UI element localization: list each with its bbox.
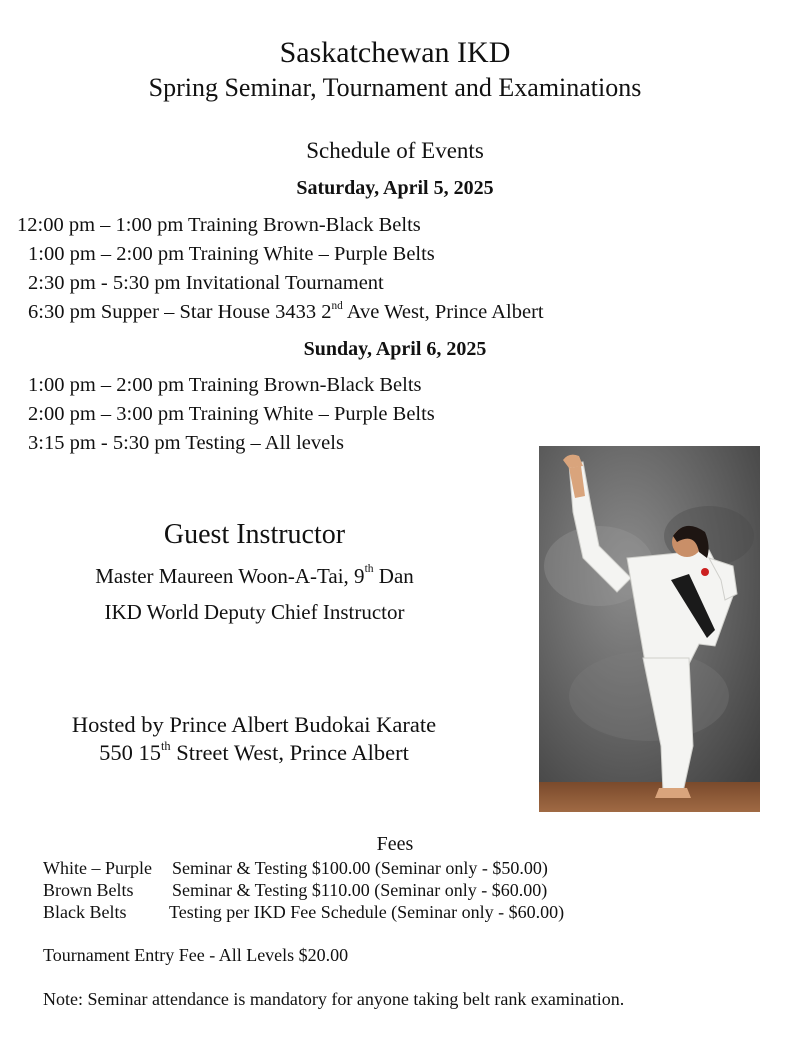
tournament-fee: Tournament Entry Fee - All Levels $20.00 (43, 945, 349, 965)
schedule-heading: Schedule of Events (306, 138, 484, 163)
supper-text-after: Ave West, Prince Albert (342, 301, 544, 323)
karate-kick-photo (539, 446, 760, 812)
host-address-sup: th (160, 739, 171, 753)
saturday-date: Saturday, April 5, 2025 (296, 177, 494, 199)
photo-floor (539, 782, 760, 812)
fee-belt: Brown Belts (43, 880, 134, 900)
fees-heading: Fees (376, 833, 414, 855)
sunday-event-2: 2:00 pm – 3:00 pm Training White – Purple Belts (28, 403, 435, 425)
guest-role: IKD World Deputy Chief Instructor (104, 600, 405, 624)
saturday-event-2: 1:00 pm – 2:00 pm Training White – Purple Belts (28, 243, 435, 265)
guest-name (58, 564, 451, 589)
host-line: Hosted by Prince Albert Budokai Karate (71, 712, 437, 737)
seminar-note: Note: Seminar attendance is mandatory for anyone taking belt rank examination. (43, 989, 625, 1009)
sunday-event-3: 3:15 pm - 5:30 pm Testing – All levels (28, 432, 344, 454)
host-address (40, 740, 468, 766)
fee-belt: White – Purple (43, 858, 152, 878)
sunday-date: Sunday, April 6, 2025 (303, 338, 487, 360)
fee-row (43, 858, 548, 879)
saturday-event-3: 2:30 pm - 5:30 pm Invitational Tournament (28, 272, 384, 294)
saturday-supper (28, 301, 544, 324)
supper-text: 6:30 pm Supper – Star House 3433 2 (28, 301, 332, 323)
gi-patch (701, 568, 709, 576)
host-address-text: 550 15 (99, 740, 161, 765)
fee-detail: Seminar & Testing $100.00 (Seminar only - $50.00) (172, 858, 548, 878)
page-title: Saskatchewan IKD (279, 36, 511, 69)
guest-name-text: Master Maureen Woon-A-Tai, 9 (95, 564, 365, 588)
saturday-event-1: 12:00 pm – 1:00 pm Training Brown-Black Belts (17, 214, 421, 236)
fee-belt: Black Belts (43, 902, 127, 922)
guest-name-sup: th (364, 563, 374, 575)
standing-foot (655, 788, 691, 798)
sunday-event-1: 1:00 pm – 2:00 pm Training Brown-Black Belts (28, 374, 422, 396)
fee-row (43, 880, 547, 901)
guest-instructor-heading: Guest Instructor (163, 519, 346, 550)
guest-name-after: Dan (373, 564, 414, 588)
fee-detail: Testing per IKD Fee Schedule (Seminar only - $60.00) (169, 902, 565, 922)
fee-detail: Seminar & Testing $110.00 (Seminar only - $60.00) (172, 880, 548, 900)
host-address-after: Street West, Prince Albert (170, 740, 409, 765)
page-subtitle: Spring Seminar, Tournament and Examinations (148, 73, 642, 102)
supper-sup: nd (331, 300, 343, 312)
fee-row (43, 902, 564, 923)
